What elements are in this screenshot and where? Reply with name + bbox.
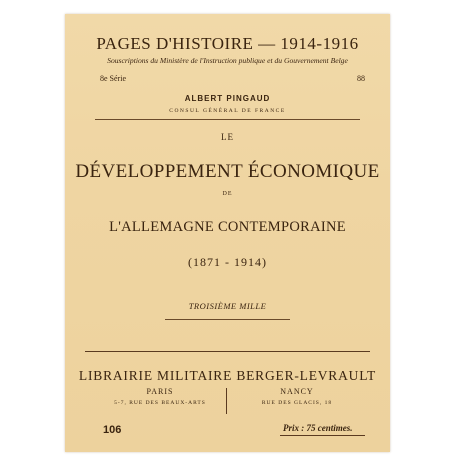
catalog-number: 106 [103, 424, 122, 436]
publisher-address-left: 5-7, RUE DES BEAUX-ARTS [114, 400, 206, 406]
publisher-address-right: RUE DES GLACIS, 18 [261, 400, 333, 406]
series-title: PAGES D'HISTOIRE — 1914-1916 [96, 34, 359, 53]
divider [95, 119, 360, 120]
series-subtitle: Souscriptions du Ministère de l'Instruction publique et du Gouvernement Belge [107, 56, 348, 65]
series-number: 8e Série [100, 74, 126, 83]
publisher-city-left: PARIS [146, 387, 174, 396]
book-title: DÉVELOPPEMENT ÉCONOMIQUE [75, 161, 380, 182]
edition-label: TROISIÈME MILLE [188, 301, 267, 311]
book-title-continued: L'ALLEMAGNE CONTEMPORAINE [109, 219, 346, 235]
publisher-divider [85, 351, 370, 352]
book-cover [65, 14, 390, 452]
author-name: ALBERT PINGAUD [184, 94, 271, 103]
publisher-city-right: NANCY [280, 387, 314, 396]
price-underline [280, 435, 365, 436]
author-title: CONSUL GÉNÉRAL DE FRANCE [169, 108, 286, 114]
edition-underline [165, 319, 290, 320]
price-label: Prix : 75 centimes. [283, 423, 353, 433]
book-years: (1871 - 1914) [188, 255, 267, 269]
title-preposition: DE [222, 191, 233, 197]
issue-number: 88 [357, 74, 365, 83]
title-article: LE [221, 132, 234, 142]
publisher-name: LIBRAIRIE MILITAIRE BERGER-LEVRAULT [78, 368, 377, 383]
